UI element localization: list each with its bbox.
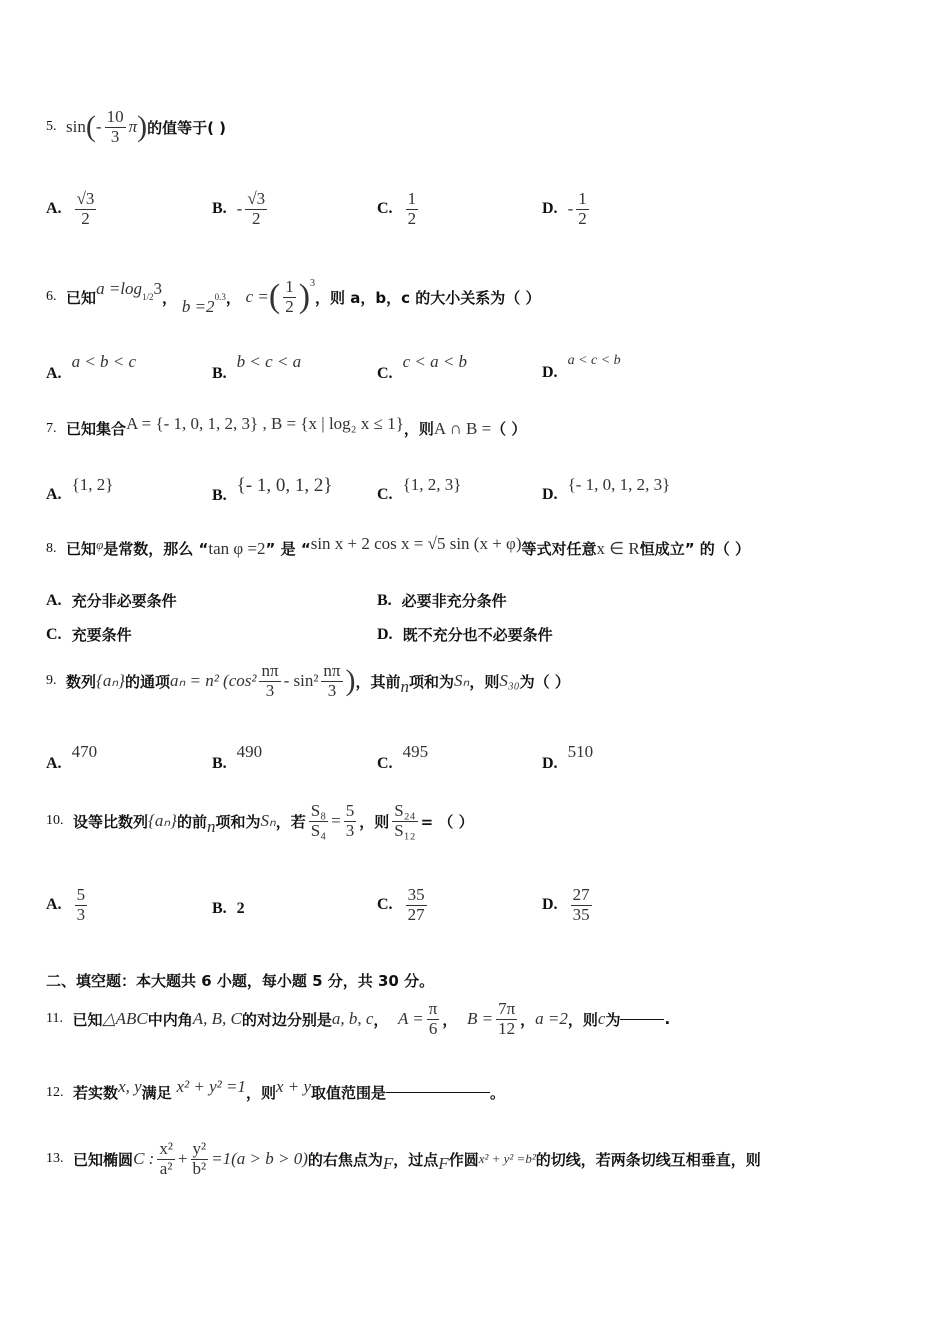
text: A, B, C xyxy=(192,1009,242,1029)
text: 12. xyxy=(46,1084,64,1100)
fraction xyxy=(75,190,97,228)
option-a[interactable] xyxy=(46,352,137,382)
text: y² xyxy=(192,1139,207,1158)
text: ) xyxy=(345,664,356,698)
text: B. xyxy=(212,365,227,382)
text: 2 xyxy=(407,208,417,228)
text: 3 xyxy=(327,680,337,700)
text: x ∈ R xyxy=(596,538,640,558)
text: B. xyxy=(212,900,227,917)
text: = xyxy=(331,811,341,831)
text: 3 xyxy=(76,904,86,924)
text: nπ xyxy=(323,661,341,680)
option-b[interactable] xyxy=(377,590,507,611)
text: 项和为 xyxy=(409,672,455,691)
option-a[interactable] xyxy=(46,475,114,503)
text: b² xyxy=(192,1158,207,1178)
option-a[interactable] xyxy=(46,190,99,228)
fraction xyxy=(309,802,328,840)
text: b < c < a xyxy=(236,352,302,371)
text: Sₙ xyxy=(260,811,276,831)
text: a < b < c xyxy=(71,352,137,371)
text: π xyxy=(428,999,438,1018)
text: S₁₂ xyxy=(394,820,416,840)
text: B. xyxy=(377,591,392,609)
text: 的对边分别是 xyxy=(241,1010,332,1029)
text: 13. xyxy=(46,1151,64,1167)
text: 充分非必要条件 xyxy=(71,592,177,610)
option-d[interactable] xyxy=(542,352,621,381)
text: x² + y² =1 xyxy=(176,1076,246,1096)
text: A. xyxy=(46,755,62,772)
option-b[interactable] xyxy=(212,475,333,504)
text: 满足 xyxy=(141,1084,172,1102)
question-text: 的值等于( ) xyxy=(147,118,227,137)
math-symbol: ) xyxy=(298,278,311,316)
text: 6. xyxy=(46,289,57,305)
fraction xyxy=(406,886,427,924)
text: 3 xyxy=(310,277,316,289)
text: 7π xyxy=(498,999,516,1018)
text: φ xyxy=(96,536,104,552)
option-c[interactable] xyxy=(377,886,430,924)
text: x + y xyxy=(275,1076,312,1096)
text: sin x + 2 cos x = √5 sin (x + φ) xyxy=(310,533,522,553)
text: 1/2 xyxy=(142,292,154,303)
math: π xyxy=(128,117,138,137)
math: sin xyxy=(66,117,86,137)
text: b =2 xyxy=(181,297,215,317)
text: c xyxy=(597,1009,606,1029)
text: 既不充分也不必要条件 xyxy=(402,626,553,644)
text: 12 xyxy=(498,1018,516,1038)
question-10 xyxy=(46,802,474,840)
math-symbol: ) xyxy=(137,110,148,144)
text: S₃₀ xyxy=(499,671,520,691)
text: D. xyxy=(542,896,558,914)
text: 。 xyxy=(490,1084,506,1102)
text: - xyxy=(567,199,574,219)
text: A = xyxy=(397,1009,424,1029)
text: D. xyxy=(377,625,393,643)
text: c < a < b xyxy=(402,352,468,371)
text: 的右焦点为 xyxy=(307,1150,383,1169)
option-c[interactable] xyxy=(377,352,468,382)
text: ，则 xyxy=(359,812,390,831)
text: √3 xyxy=(76,189,95,208)
text: 1 xyxy=(578,189,587,208)
text: C. xyxy=(377,200,393,218)
text: a =2 xyxy=(535,1009,568,1029)
text: c = xyxy=(245,287,269,307)
option-a[interactable] xyxy=(46,590,177,611)
text: 的通项 xyxy=(124,672,170,691)
text: ， xyxy=(162,288,178,307)
text: 2 xyxy=(81,208,90,228)
fraction xyxy=(571,886,592,924)
fraction xyxy=(392,802,417,840)
text: 1 xyxy=(285,277,294,296)
fraction xyxy=(344,802,357,840)
text: 取值范围是 xyxy=(311,1084,387,1102)
option-c[interactable] xyxy=(377,190,421,228)
text: ，过点 xyxy=(393,1150,439,1169)
fraction xyxy=(283,278,296,316)
text: D. xyxy=(542,364,558,381)
text: A. xyxy=(46,200,62,218)
text: C. xyxy=(377,486,393,503)
text: A. xyxy=(46,591,62,609)
text: 设等比数列 xyxy=(73,812,149,831)
text: 5 xyxy=(345,801,355,820)
text: 6 xyxy=(428,1018,438,1038)
text: {1, 2, 3} xyxy=(402,475,462,494)
text: 中内角 xyxy=(147,1010,193,1029)
text: 已知 xyxy=(66,540,97,558)
text: 5 xyxy=(76,885,86,904)
text: ，其前 xyxy=(355,672,401,691)
text: C : xyxy=(133,1149,155,1169)
text: （ ） xyxy=(491,420,527,438)
text: D. xyxy=(542,200,558,218)
text: 490 xyxy=(236,742,263,761)
text: ，若 xyxy=(275,812,306,831)
answer-blank[interactable] xyxy=(620,1019,664,1020)
text: B = xyxy=(466,1009,494,1029)
fraction xyxy=(105,108,126,146)
text: 项和为 xyxy=(215,812,261,831)
text: △ABC xyxy=(102,1009,148,1029)
text: ， xyxy=(442,1010,458,1029)
option-d[interactable] xyxy=(542,475,671,503)
text: a, b, c xyxy=(331,1009,374,1029)
text: - xyxy=(236,199,243,219)
text: 8. xyxy=(46,540,57,556)
text: F xyxy=(438,1154,449,1174)
option-c[interactable] xyxy=(377,742,429,772)
text: 9. xyxy=(46,673,57,689)
text: {- 1, 0, 1, 2} xyxy=(236,475,333,496)
math: - xyxy=(95,117,102,137)
text: x² + y² =b² xyxy=(478,1151,536,1167)
text: = （ ） xyxy=(420,812,474,831)
text: B. xyxy=(212,200,227,218)
text: a² xyxy=(159,1158,173,1178)
option-c[interactable] xyxy=(46,624,132,645)
text: 充要条件 xyxy=(71,626,132,644)
text: C. xyxy=(377,896,393,914)
option-d[interactable] xyxy=(542,742,594,772)
text: 已知 xyxy=(66,288,97,307)
option-b[interactable] xyxy=(212,190,270,228)
question-7 xyxy=(46,413,527,439)
text: {aₙ} xyxy=(96,671,125,691)
text: S₈ xyxy=(310,801,327,820)
text: n xyxy=(400,677,410,697)
option-a[interactable] xyxy=(46,742,98,772)
text: D. xyxy=(542,755,558,772)
text: 3 xyxy=(345,820,355,840)
text: 35 xyxy=(407,885,425,904)
question-8 xyxy=(46,533,751,559)
text: 为 xyxy=(605,1010,621,1029)
math-symbol: ( xyxy=(85,110,96,144)
text: S₄ xyxy=(310,820,327,840)
text: a < c < b xyxy=(567,353,621,368)
text: 的前 xyxy=(176,812,207,831)
text: 3 xyxy=(265,680,275,700)
text: 数列 xyxy=(66,672,97,691)
text: 已知集合 xyxy=(66,420,127,438)
option-d[interactable] xyxy=(542,190,592,228)
option-a[interactable] xyxy=(46,886,90,924)
text: √3 xyxy=(247,189,266,208)
fraction xyxy=(157,1140,175,1178)
text: 27 xyxy=(407,904,425,924)
text: 3 xyxy=(110,126,120,146)
question-11 xyxy=(46,1000,670,1038)
option-d[interactable] xyxy=(542,886,595,924)
section-heading: 二、填空题：本大题共 6 小题，每小题 5 分，共 30 分。 xyxy=(46,972,435,990)
text: x² xyxy=(159,1139,173,1158)
text: 27 xyxy=(572,885,590,904)
text: A = {- 1, 0, 1, 2, 3} , B = {x | log₂ x ≤ 1} xyxy=(126,413,404,433)
text: F xyxy=(382,1154,394,1174)
text: 495 xyxy=(402,742,429,761)
question-number: 5. xyxy=(46,119,57,135)
text: 11. xyxy=(46,1011,63,1027)
text: B. xyxy=(212,755,227,772)
text: B. xyxy=(212,487,227,504)
text: ，则 xyxy=(403,420,434,438)
question-13 xyxy=(46,1140,761,1178)
text: A. xyxy=(46,486,62,503)
text: 为（ ） xyxy=(519,672,570,691)
text: 作圆 xyxy=(448,1150,479,1169)
text: ” 是 “ xyxy=(265,540,311,558)
text: ，则 a，b，c 的大小关系为（ ） xyxy=(315,288,541,307)
text: 35 xyxy=(572,904,590,924)
text: A ∩ B = xyxy=(433,418,492,438)
text: 是常数，那么 “ xyxy=(103,540,209,558)
text: x, y xyxy=(118,1076,142,1096)
text: nπ xyxy=(261,661,279,680)
fraction xyxy=(576,190,589,228)
text: S₂₄ xyxy=(394,801,416,820)
text: 等式对任意 xyxy=(521,540,597,558)
text: C. xyxy=(46,625,62,643)
text: a =log xyxy=(96,279,143,299)
text: ，则 xyxy=(567,1010,598,1029)
text: 10 xyxy=(106,107,124,126)
text: 1 xyxy=(407,189,417,208)
text: 2 xyxy=(285,296,294,316)
text: ，则 xyxy=(245,1084,276,1102)
answer-blank[interactable] xyxy=(386,1092,490,1093)
text: {1, 2} xyxy=(71,475,114,494)
text: 必要非充分条件 xyxy=(401,592,507,610)
text: aₙ = n² (cos² xyxy=(169,671,257,691)
text: A. xyxy=(46,365,62,382)
text: 2 xyxy=(252,208,261,228)
option-d[interactable] xyxy=(377,624,553,645)
fraction xyxy=(496,1000,517,1038)
text: {- 1, 0, 1, 2, 3} xyxy=(567,475,671,494)
option-b[interactable] xyxy=(212,742,263,772)
text: tan φ =2 xyxy=(208,538,266,558)
text: =1(a > b > 0) xyxy=(211,1149,308,1169)
text: 2 xyxy=(236,900,245,917)
text: 470 xyxy=(71,742,98,761)
text: A. xyxy=(46,896,62,914)
text: 3 xyxy=(153,279,163,299)
question-5 xyxy=(46,108,226,146)
option-b[interactable] xyxy=(212,900,255,918)
text: Sₙ xyxy=(454,671,470,691)
fraction xyxy=(427,1000,440,1038)
text: - sin² xyxy=(283,671,319,691)
text: . xyxy=(664,1010,671,1029)
text: 10. xyxy=(46,813,64,829)
question-9 xyxy=(46,662,570,700)
text: C. xyxy=(377,755,393,772)
option-c[interactable] xyxy=(377,475,462,503)
text: 已知椭圆 xyxy=(73,1150,134,1169)
text: 0.3 xyxy=(214,292,226,303)
question-6 xyxy=(46,278,540,316)
fraction xyxy=(75,886,88,924)
math-symbol: ( xyxy=(268,278,281,316)
text: D. xyxy=(542,486,558,503)
text: ， xyxy=(225,288,241,307)
text: 2 xyxy=(578,208,587,228)
text: C. xyxy=(377,365,393,382)
text: ， xyxy=(520,1010,536,1029)
text: 的切线，若两条切线互相垂直，则 xyxy=(535,1150,761,1169)
text: 510 xyxy=(567,742,594,761)
question-12 xyxy=(46,1076,506,1103)
fraction xyxy=(259,662,280,700)
fraction xyxy=(321,662,342,700)
fraction xyxy=(406,190,419,228)
text: + xyxy=(177,1149,188,1169)
text: n xyxy=(206,817,216,837)
fraction xyxy=(245,190,267,228)
text: ， xyxy=(373,1010,389,1029)
text: {aₙ} xyxy=(148,811,177,831)
text: 已知 xyxy=(72,1010,103,1029)
text: ，则 xyxy=(469,672,500,691)
fraction xyxy=(191,1140,209,1178)
text: 恒成立” 的（ ） xyxy=(639,540,751,558)
text: 若实数 xyxy=(73,1084,119,1102)
option-b[interactable] xyxy=(212,352,302,382)
text: 7. xyxy=(46,420,57,436)
